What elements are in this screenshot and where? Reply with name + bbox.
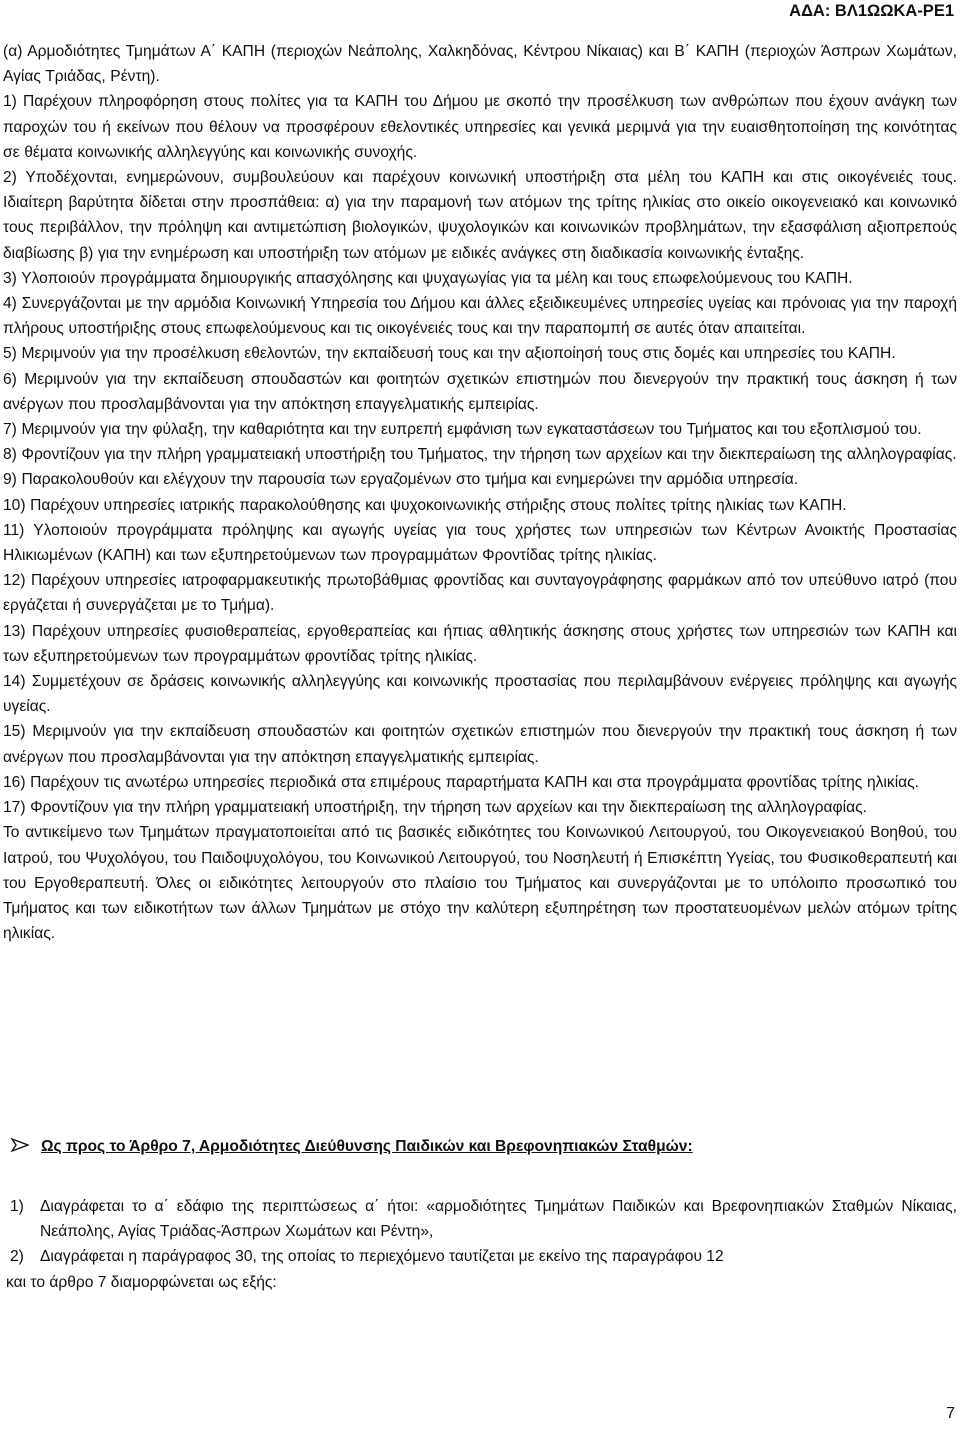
paragraph-item-13: 13) Παρέχουν υπηρεσίες φυσιοθεραπείας, εργοθεραπείας και ήπιας αθλητικής άσκησης στους χρήστες των υπηρεσιών των ΚΑΠΗ και των εξυπηρετούμενων των προγραμμάτων φροντίδας τρίτης ηλικίας. <box>3 622 957 665</box>
paragraph-item-9: 9) Παρακολουθούν και ελέγχουν την παρουσία των εργαζομένων στο τμήμα και ενημερώνει την αρμόδια υπηρεσία. <box>3 471 799 489</box>
paragraph-item-5: 5) Μεριμνούν για την προσέλκυση εθελοντών, την εκπαίδευσή τους και την αξιοποίησή τους στις δομές και υπηρεσίες του ΚΑΠΗ. <box>3 345 896 363</box>
list-item-text: Διαγράφεται το α΄ εδάφιο της περιπτώσεως α΄ ήτοι: «αρμοδιότητες Τμημάτων Παιδικών και Βρεφονηπιακών Σταθμών Νίκαιας, Νεάπολης, Αγίας Τριάδας-Άσπρων Χωμάτων και Ρέντη», <box>40 1198 957 1241</box>
paragraph-item-17: 17) Φροντίζουν για την πλήρη γραμματειακή υποστήριξη, την τήρηση των αρχείων και την διεκπεραίωση της αλληλογραφίας. <box>3 799 867 817</box>
body-text <box>3 39 957 946</box>
list-item <box>3 1244 957 1269</box>
paragraph-item-2: 2) Υποδέχονται, ενημερώνουν, συμβουλεύουν και παρέχουν κοινωνική υποστήριξη στα μέλη του ΚΑΠΗ και στις οικογένειές τους. Ιδιαίτερη βαρύτητα δίδεται στην προσπάθεια: α) για την παραμονή των ατόμων της τρίτης ηλικίας στο οικείο οικογενειακό και κοινωνικό τους περιβάλλον, την πρόληψη και αντιμετώπιση βιολογικών, ψυχολογικών και κοινωνικών προβλημάτων, την εξασφάλιση αξιοπρεπούς διαβίωσης β) για την ενημέρωση και υποστήριξη των ατόμων με ειδικές ανάγκες στη διαδικασία κοινωνικής ένταξης. <box>3 169 957 262</box>
continuation-text: και το άρθρο 7 διαμορφώνεται ως εξής: <box>6 1273 277 1291</box>
numbered-list <box>3 1194 957 1295</box>
paragraph-item-3: 3) Υλοποιούν προγράμματα δημιουργικής απασχόλησης και ψυχαγωγίας για τα μέλη και τους επωφελούμενους του ΚΑΠΗ. <box>3 269 853 287</box>
arrow-bullet-icon <box>11 1138 29 1152</box>
paragraph-intro: (α) Αρμοδιότητες Τμημάτων Α΄ ΚΑΠΗ (περιοχών Νεάπολης, Χαλκηδόνας, Κέντρου Νίκαιας) και Β΄ ΚΑΠΗ (περιοχών Άσπρων Χωμάτων, Αγίας Τριάδας, Ρέντη). <box>3 43 957 86</box>
paragraph-item-6: 6) Μεριμνούν για την εκπαίδευση σπουδαστών και φοιτητών σχετικών επιστημών που διενεργούν την πρακτική τους άσκηση ή των ανέργων που προσλαμβάνονται για την απόκτηση επαγγελματικής εμπειρίας. <box>3 370 957 413</box>
paragraph-staffing: Το αντικείμενο των Τμημάτων πραγματοποιείται από τις βασικές ειδικότητες του Κοινωνικού Λειτουργού, του Οικογενειακού Βοηθού, του Ιατρού, του Ψυχολόγου, του Παιδοψυχολόγου, του Κοινωνικού Λειτουργού, του Νοσηλευτή ή Επισκέπτη Υγείας, του Φυσικοθεραπευτή και του Εργοθεραπευτή. Όλες οι ειδικότητες λειτουργούν στο πλαίσιο του Τμήματος και συνεργάζονται με το υπόλοιπο προσωπικό του Τμήματος και των ειδικοτήτων των άλλων Τμημάτων με στόχο την καλύτερη εξυπηρέτηση των προστατευομένων μελών ατόμων τρίτης ηλικίας. <box>3 824 957 943</box>
list-item <box>3 1194 957 1244</box>
paragraph-item-10: 10) Παρέχουν υπηρεσίες ιατρικής παρακολούθησης και ψυχοκοινωνικής στήριξης στους πολίτες τρίτης ηλικίας των ΚΑΠΗ. <box>3 496 847 514</box>
ada-code: ΑΔΑ: ΒΛ1ΩΩΚΑ-ΡΕ1 <box>789 2 954 20</box>
page-number: 7 <box>946 1405 955 1422</box>
paragraph-item-8: 8) Φροντίζουν για την πλήρη γραμματειακή υποστήριξη του Τμήματος, την τήρηση των αρχείων και την διεκπεραίωση της αλληλογραφίας. <box>3 446 957 464</box>
paragraph-item-1: 1) Παρέχουν πληροφόρηση στους πολίτες για τα ΚΑΠΗ του Δήμου με σκοπό την προσέλκυση των ανθρώπων που έχουν ανάγκη των παροχών του ή εκείνων που θέλουν να προσφέρουν εθελοντικές υπηρεσίες και γενικά μεριμνά για την ευαισθητοποίηση της κοινότητας σε θέματα κοινωνικής αλληλεγγύης και κοινωνικής συνοχής. <box>3 93 957 161</box>
list-item-number: 2) <box>10 1248 24 1266</box>
paragraph-item-11: 11) Υλοποιούν προγράμματα πρόληψης και αγωγής υγείας για τους χρήστες των υπηρεσιών των Κέντρων Ανοικτής Προστασίας Ηλικιωμένων (ΚΑΠΗ) και των εξυπηρετούμενων των προγραμμάτων Φροντίδας τρίτης ηλικίας. <box>3 521 957 565</box>
paragraph-item-7: 7) Μεριμνούν για την φύλαξη, την καθαριότητα και την ευπρεπή εμφάνιση των εγκαταστάσεων του Τμήματος και του εξοπλισμού του. <box>3 421 922 439</box>
section-heading-text: Ως προς το Άρθρο 7, Αρμοδιότητες Διεύθυνσης Παιδικών και Βρεφονηπιακών Σταθμών: <box>41 1138 693 1155</box>
paragraph-item-14: 14) Συμμετέχουν σε δράσεις κοινωνικής αλληλεγγύης και κοινωνικής προστασίας που περιλαμβάνουν ενέργειες πρόληψης και αγωγής υγείας. <box>3 673 957 716</box>
section-heading <box>11 1134 911 1160</box>
paragraph-item-16: 16) Παρέχουν τις ανωτέρω υπηρεσίες περιοδικά στα επιμέρους παραρτήματα ΚΑΠΗ και στα προγράμματα φροντίδας τρίτης ηλικίας. <box>3 773 920 791</box>
paragraph-item-4: 4) Συνεργάζονται με την αρμόδια Κοινωνική Υπηρεσία του Δήμου και άλλες εξειδικευμένες υπηρεσίες υγείας και πρόνοιας για την παροχή πλήρους υποστήριξης στους επωφελούμενους και τις οικογένειές τους και την παραπομπή σε αυτές όταν απαιτείται. <box>3 295 957 338</box>
paragraph-item-12: 12) Παρέχουν υπηρεσίες ιατροφαρμακευτικής πρωτοβάθμιας φροντίδας και συνταγογράφησης φαρμάκων από τον υπεύθυνο ιατρό (που εργάζεται ή συνεργάζεται με το Τμήμα). <box>3 572 957 615</box>
list-item-text: Διαγράφεται η παράγραφος 30, της οποίας το περιεχόμενο ταυτίζεται με εκείνο της παραγράφου 12 <box>40 1248 724 1266</box>
paragraph-item-15: 15) Μεριμνούν για την εκπαίδευση σπουδαστών και φοιτητών σχετικών επιστημών που διενεργούν την πρακτική τους άσκηση ή των ανέργων που προσλαμβάνονται για την απόκτηση επαγγελματικής εμπειρίας. <box>3 723 957 766</box>
list-item-number: 1) <box>10 1198 24 1215</box>
